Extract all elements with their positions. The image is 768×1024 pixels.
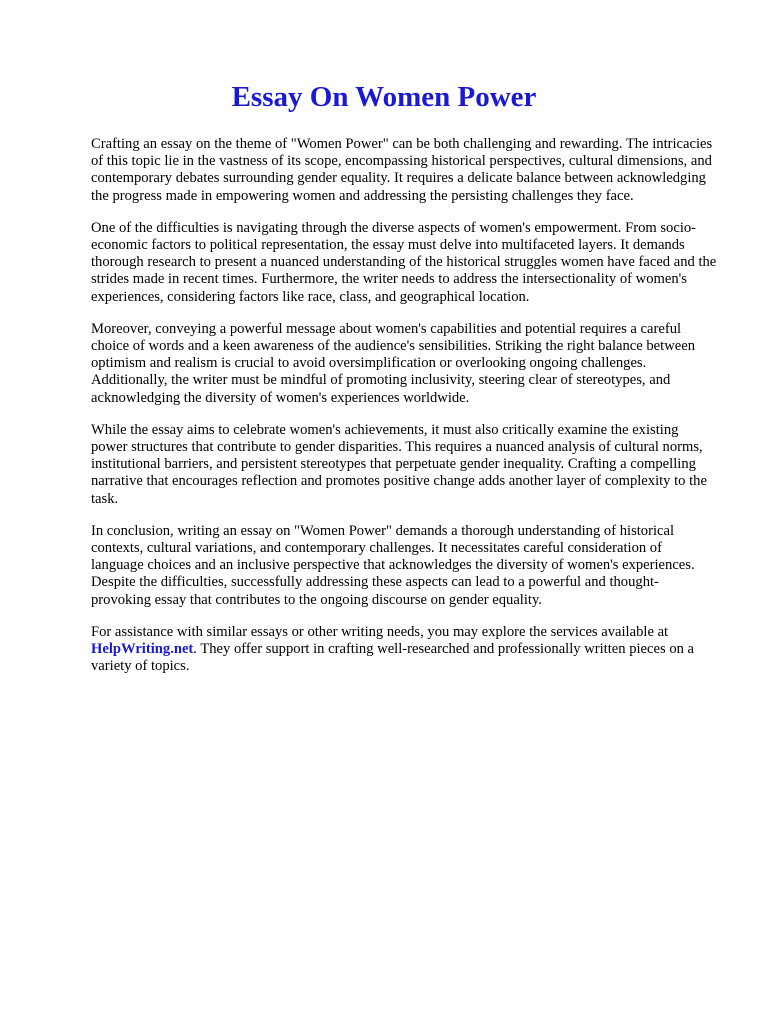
paragraph-power-structures: While the essay aims to celebrate women's achievements, it must also critically examine the existing power structures that contribute to gender disparities. This requires a nuanced analysis of cultural norms, institutional barriers, and persistent stereotypes that perpetuate gender inequality. Crafting a compelling narrative that encourages reflection and promotes positive change adds another layer of complexity to the task. xyxy=(91,421,707,507)
paragraph-closing xyxy=(91,624,718,676)
page-title: Essay On Women Power xyxy=(231,81,537,113)
paragraph-conclusion: In conclusion, writing an essay on "Women Power" demands a thorough understanding of historical contexts, cultural variations, and contemporary challenges. It necessitates careful consideration of language choices and an inclusive perspective that acknowledges the diversity of women's experiences. Despite the difficulties, successfully addressing these aspects can lead to a powerful and thought-provoking essay that contributes to the ongoing discourse on gender equality. xyxy=(91,522,695,608)
closing-text-before-link: For assistance with similar essays or other writing needs, you may explore the services available at xyxy=(91,623,669,640)
closing-text-after-link: . They offer support in crafting well-researched and professionally written pieces on a variety of topics. xyxy=(91,641,695,675)
helpwriting-link[interactable]: HelpWriting.net xyxy=(91,641,194,658)
paragraph-intro: Crafting an essay on the theme of "Women Power" can be both challenging and rewarding. The intricacies of this topic lie in the vastness of its scope, encompassing historical perspectives, cultural dimensions, and contemporary debates surrounding gender equality. It requires a delicate balance between acknowledging the progress made in empowering women and addressing the persisting challenges they face. xyxy=(91,136,713,204)
paragraph-difficulties: One of the difficulties is navigating through the diverse aspects of women's empowerment. From socio-economic factors to political representation, the essay must delve into multifaceted layers. It demands thorough research to present a nuanced understanding of the historical struggles women have faced and the strides made in recent times. Furthermore, the writer needs to address the intersectionality of women's experiences, considering factors like race, class, and geographical location. xyxy=(91,219,717,305)
paragraph-message: Moreover, conveying a powerful message about women's capabilities and potential requires a careful choice of words and a keen awareness of the audience's sensibilities. Striking the right balance between optimism and realism is crucial to avoid oversimplification or overlooking ongoing challenges. Additionally, the writer must be mindful of promoting inclusivity, steering clear of stereotypes, and acknowledging the diversity of women's experiences worldwide. xyxy=(91,320,696,406)
